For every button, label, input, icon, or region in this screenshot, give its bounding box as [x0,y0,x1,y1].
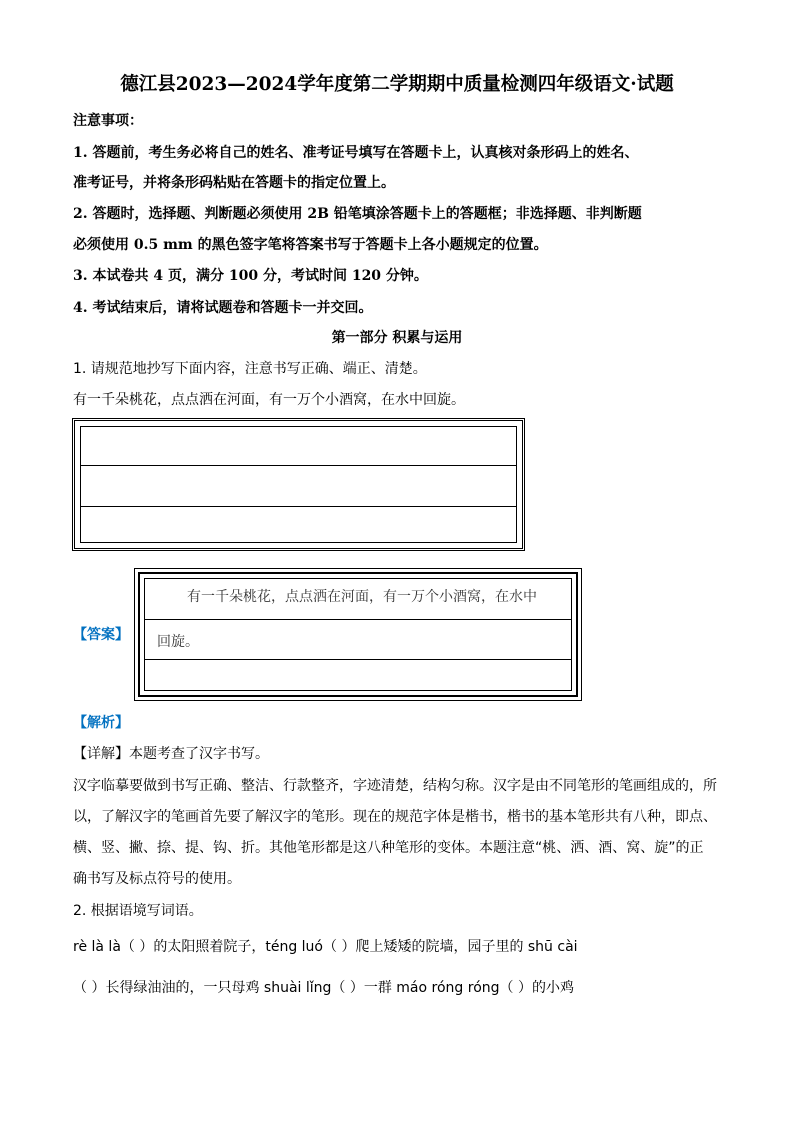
notice-item: 4. 考试结束后，请将试题卷和答题卡一并交回。 [73,300,373,316]
copy-grid-answer [134,568,582,701]
page-title: 德江县2023—2024学年度第二学期期中质量检测四年级语文·试题 [120,74,674,95]
notice-item: 3. 本试卷共 4 页，满分 100 分，考试时间 120 分钟。 [73,268,428,284]
analysis-detail: 【详解】本题考查了汉字书写。 [73,746,269,762]
analysis-label: 【解析】 [73,715,129,731]
notice-item: 2. 答题时，选择题、判断题必须使用 2B 铅笔填涂答题卡上的答题框；非选择题、非判断题 [73,206,642,222]
analysis-line: 横、竖、撇、捺、提、钩、折。其他笔形都是这八种笔形的变体。本题注意“桃、洒、酒、窝、旋”的正 [73,840,704,856]
section-title: 第一部分 积累与运用 [331,330,463,346]
question-2-line-1: rè là là（ ）的太阳照着院子，téng luó（ ）爬上矮矮的院墙，园子里的 shū cài [73,939,578,955]
question-1-prompt: 1. 请规范地抄写下面内容，注意书写正确、端正、清楚。 [73,361,427,377]
notice-item: 1. 答题前，考生务必将自己的姓名、准考证号填写在答题卡上，认真核对条形码上的姓名、 [73,145,639,161]
notice-item: 准考证号，并将条形码粘贴在答题卡的指定位置上。 [73,175,395,191]
notice-heading: 注意事项： [73,113,143,129]
analysis-line: 以，了解汉字的笔画首先要了解汉字的笔形。现在的规范字体是楷书，楷书的基本笔形共有八种，即点、 [73,809,717,825]
answer-line-1: 有一千朵桃花，点点洒在河面，有一万个小酒窝，在水中 [187,589,537,605]
answer-line-2: 回旋。 [157,634,199,650]
question-1-passage: 有一千朵桃花，点点洒在河面，有一万个小酒窝，在水中回旋。 [73,392,465,408]
analysis-line: 确书写及标点符号的使用。 [73,871,241,887]
copy-grid-blank [72,418,525,551]
question-2-line-2: （ ）长得绿油油的，一只母鸡 shuài lǐng（ ）一群 máo róng róng（ ）的小鸡 [73,980,574,996]
analysis-line: 汉字临摹要做到书写正确、整洁、行款整齐，字迹清楚，结构匀称。汉字是由不同笔形的笔画组成的，所 [73,778,717,794]
answer-label: 【答案】 [73,627,129,643]
question-2-prompt: 2. 根据语境写词语。 [73,903,203,919]
notice-item: 必须使用 0.5 mm 的黑色签字笔将答案书写于答题卡上各小题规定的位置。 [73,237,548,253]
